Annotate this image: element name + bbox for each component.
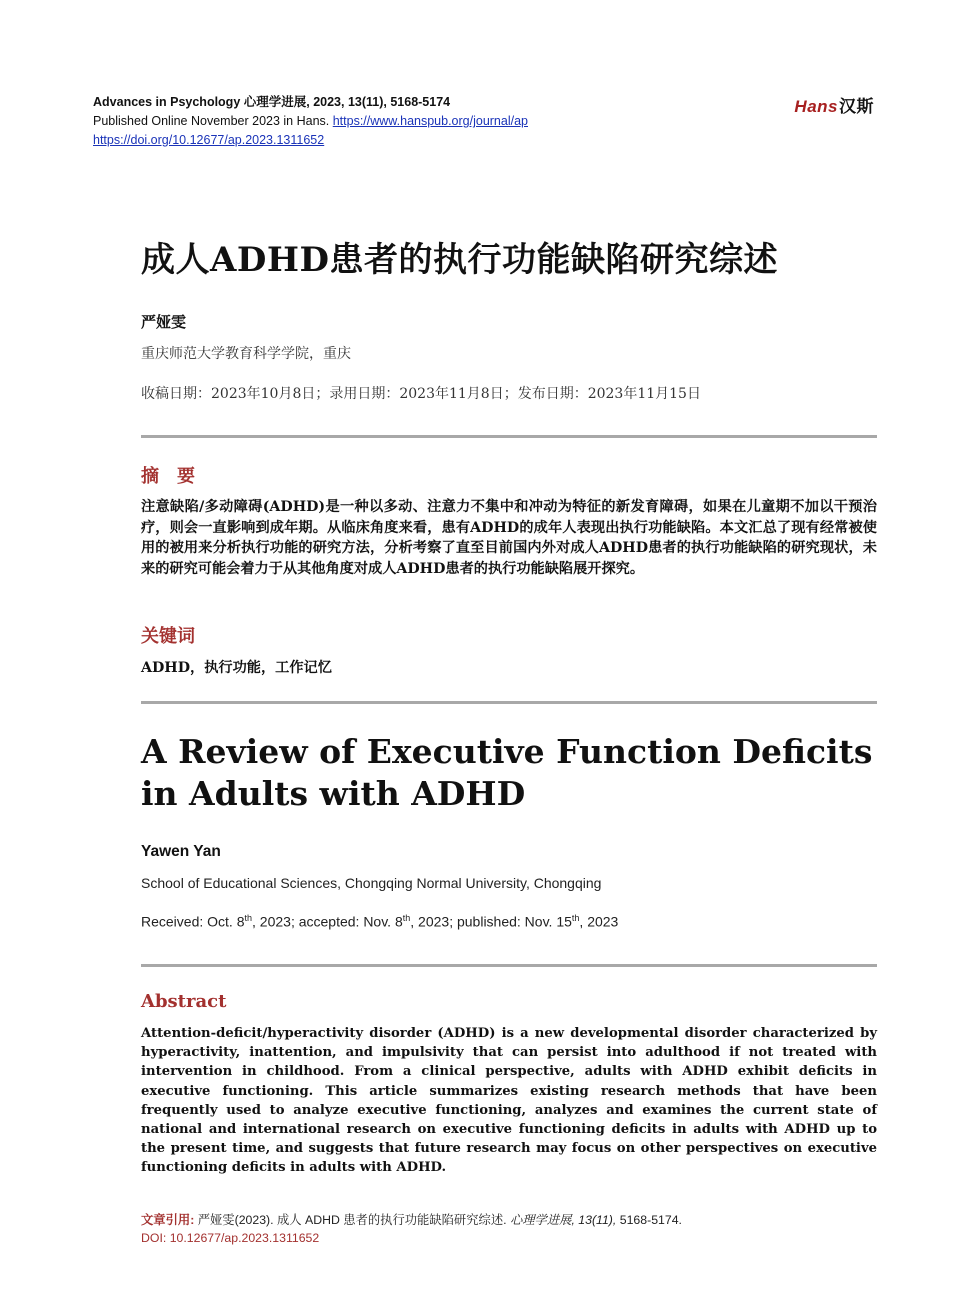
divider-bottom [141,964,877,967]
dates-suffix: , 2023 [579,913,619,930]
cn-affiliation: 重庆师范大学教育科学学院，重庆 [141,346,351,362]
ordinal-accepted: th [402,913,411,923]
citation-label: 文章引用: [141,1213,195,1227]
cn-keywords: ADHD，执行功能，工作记忆 [141,660,332,676]
cn-title: 成人ADHD患者的执行功能缺陷研究综述 [141,240,778,280]
published-line [93,112,713,131]
cn-author: 严娅雯 [141,313,187,331]
doi-link[interactable]: https://doi.org/10.12677/ap.2023.1311652 [93,133,325,147]
citation-doi: DOI: 10.12677/ap.2023.1311652 [141,1231,320,1245]
citation-line [141,1211,877,1229]
en-abstract-heading: Abstract [141,991,227,1012]
citation-journal: 心理学进展, 13(11), [509,1213,617,1227]
cn-keywords-heading: 关键词 [141,626,195,647]
en-author: Yawen Yan [141,843,221,860]
cn-dates: 收稿日期：2023年10月8日；录用日期：2023年11月8日；发布日期：2023年11月15日 [141,386,701,402]
cn-abstract-text: 注意缺陷/多动障碍(ADHD)是一种以多动、注意力不集中和冲动为特征的新发育障碍，如果在儿童期不加以干预治疗，则会一直影响到成年期。从临床角度来看，患有ADHD的成年人表现出执行功能缺陷。本文汇总了现有经常被使用的被用来分析执行功能的研究方法，分析考察了直至目前国内外对成人ADHD患者的执行功能缺陷的研究现状，未来的研究可能会着力于从其他角度对成人ADHD患者的执行功能缺陷展开探究。 [141,499,877,577]
ordinal-published: th [571,913,580,923]
hans-logo-cn: 汉斯 [839,97,874,116]
en-affiliation: School of Educational Sciences, Chongqing Normal University, Chongqing [141,875,602,891]
citation-block [141,1211,877,1247]
journal-header [93,93,713,150]
en-title: A Review of Executive Function Deficits in Adults with ADHD [141,732,873,813]
journal-url-link[interactable]: https://www.hanspub.org/journal/ap [332,114,528,128]
cn-abstract-heading: 摘 要 [141,466,195,487]
journal-citation-line: Advances in Psychology 心理学进展, 2023, 13(11), 5168-5174 [93,95,451,109]
received-date: Received: Oct. 8 [141,913,245,930]
published-text: Published Online November 2023 in Hans. [93,114,333,128]
divider-middle [141,701,877,704]
en-abstract-text: Attention-deficit/hyperactivity disorder (ADHD) is a new developmental disorder characterized by hyperactivity, inattention, and impulsivity that can persist into adulthood if not treated with intervention in childhood. From a clinical perspective, adults with ADHD exhibit deficits in executive functioning. This article summarizes existing research methods that have been frequently used to analyze executive functioning, analyzes and examines the current state of national and international research on executive functioning deficits in adults with ADHD up to the present time, and suggests that future research may focus on other perspectives on executive functioning deficits in adults with ADHD. [141,1026,877,1176]
hans-logo [794,92,874,117]
citation-text: 严娅雯(2023). 成人 ADHD 患者的执行功能缺陷研究综述. [194,1213,510,1227]
divider-top [141,435,877,438]
doi-line [93,131,713,150]
en-dates [141,913,618,930]
ordinal-received: th [244,913,253,923]
hans-logo-latin: Hans [794,97,838,116]
published-date: , 2023; published: Nov. 15 [410,913,572,930]
accepted-date: , 2023; accepted: Nov. 8 [252,913,403,930]
citation-pages: 5168-5174. [616,1213,682,1227]
